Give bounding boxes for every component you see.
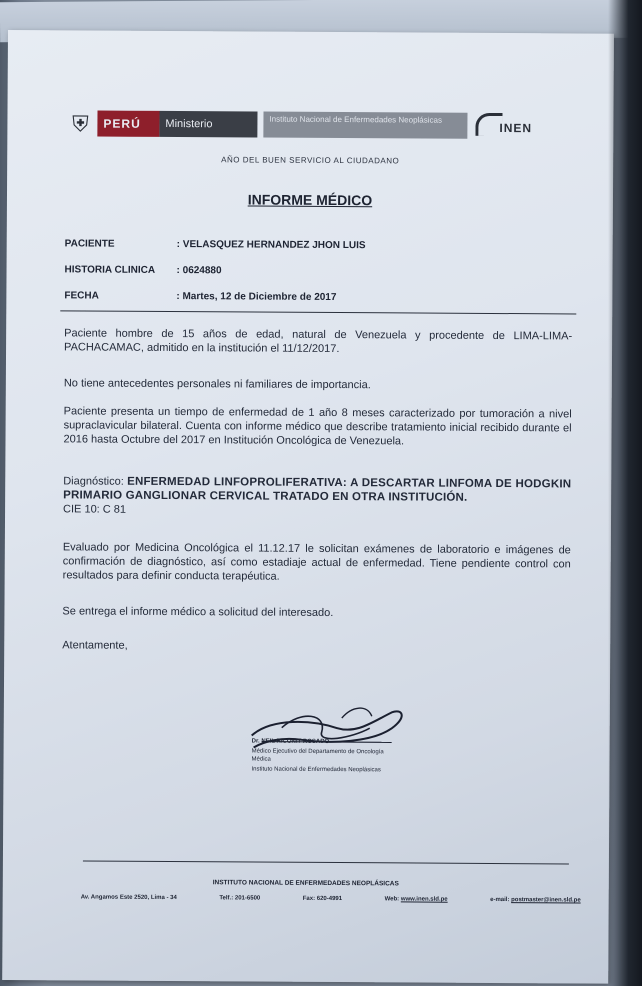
- footer-contact: [81, 894, 581, 903]
- diagnosis-text: ENFERMEDAD LINFOPROLIFERATIVA: A DESCARTAR LINFOMA DE HODGKIN PRIMARIO GANGLIONAR CERVICAL TRATADO EN OTRA INSTITUCIÓN.: [63, 475, 572, 504]
- footer-web-link[interactable]: www.inen.sld.pe: [400, 896, 448, 903]
- brand-peru: PERÚ: [97, 111, 159, 137]
- brand-ministerio: Ministerio: [159, 111, 257, 138]
- photo-shadow-edge: [608, 0, 642, 986]
- signer-name: Dr. NEIL RICONIT ROSADO: [251, 738, 330, 745]
- signer-position: Médico Ejecutivo del Departamento de Oncología Médica: [251, 748, 384, 763]
- peru-shield-icon: ⛨: [72, 111, 89, 137]
- field-paciente: [65, 238, 366, 251]
- document-title: INFORME MÉDICO: [247, 191, 373, 209]
- field-fecha: [64, 290, 336, 303]
- paragraph-history: Paciente presenta un tiempo de enfermedad de 1 año 8 meses caracterizado por tumoración a nivel supraclavicular bilateral. Cuenta con informe médico que describe tratamiento inicial recibido durante el 2016 hasta Octubre del 2017 en Institución Oncológica de Venezuela.: [63, 405, 572, 448]
- field-historia-clinica: [65, 264, 222, 276]
- cie-code: CIE 10: C 81: [63, 503, 127, 516]
- footer-fax: Fax: 620-4991: [302, 895, 343, 903]
- field-label: FECHA: [64, 290, 99, 302]
- footer-divider: [83, 860, 569, 864]
- field-value: : Martes, 12 de Diciembre de 2017: [176, 291, 337, 304]
- footer-email: [490, 897, 581, 904]
- paragraph-patient-intro: Paciente hombre de 15 años de edad, natural de Venezuela y procedente de LIMA-LIMA-PACHACAMAC, admitido en la institución el 11/12/2017.: [64, 327, 573, 356]
- paragraph-diagnosis: [63, 474, 571, 519]
- footer-email-label: e-mail:: [490, 896, 510, 904]
- paragraph-antecedents: No tiene antecedentes personales ni familiares de importancia.: [63, 377, 371, 392]
- brand-institution: Instituto Nacional de Enfermedades Neoplásicas: [263, 112, 467, 139]
- inen-logo-text: INEN: [499, 121, 533, 136]
- inen-logo: [475, 111, 547, 141]
- field-label: HISTORIA CLINICA: [64, 264, 156, 276]
- footer-email-link[interactable]: postmaster@inen.sld.pe: [511, 897, 581, 904]
- footer-address: Av. Angamos Este 2520, Lima - 34: [80, 894, 177, 902]
- diagnosis-label: Diagnóstico:: [63, 475, 124, 488]
- signer-institution: Instituto Nacional de Enfermedades Neoplásicas: [251, 766, 381, 774]
- footer-web-label: Web:: [384, 896, 400, 903]
- letterhead: [67, 108, 557, 145]
- field-value: : 0624880: [176, 265, 222, 277]
- paragraph-delivery: Se entrega el informe médico a solicitud del interesado.: [62, 605, 334, 619]
- footer-institution: INSTITUTO NACIONAL DE ENFERMEDADES NEOPLÁSICAS: [212, 879, 399, 888]
- field-value: : VELASQUEZ HERNANDEZ JHON LUIS: [176, 239, 366, 252]
- year-motto: AÑO DEL BUEN SERVICIO AL CIUDADANO: [221, 155, 400, 166]
- header-divider: [60, 310, 576, 314]
- footer-telf: Telf.: 201-6500: [219, 895, 261, 902]
- document-page: [2, 30, 614, 984]
- field-label: PACIENTE: [64, 238, 115, 250]
- closing-text: Atentamente,: [62, 639, 128, 652]
- footer-web: [385, 896, 448, 902]
- paragraph-evaluation: Evaluado por Medicina Oncológica el 11.12.17 le solicitan exámenes de laboratorio e imágenes de confirmación de diagnóstico, así como estadiaje actual de enfermedad. Tiene pendiente control con resultados para definir conducta terapéutica.: [62, 541, 571, 583]
